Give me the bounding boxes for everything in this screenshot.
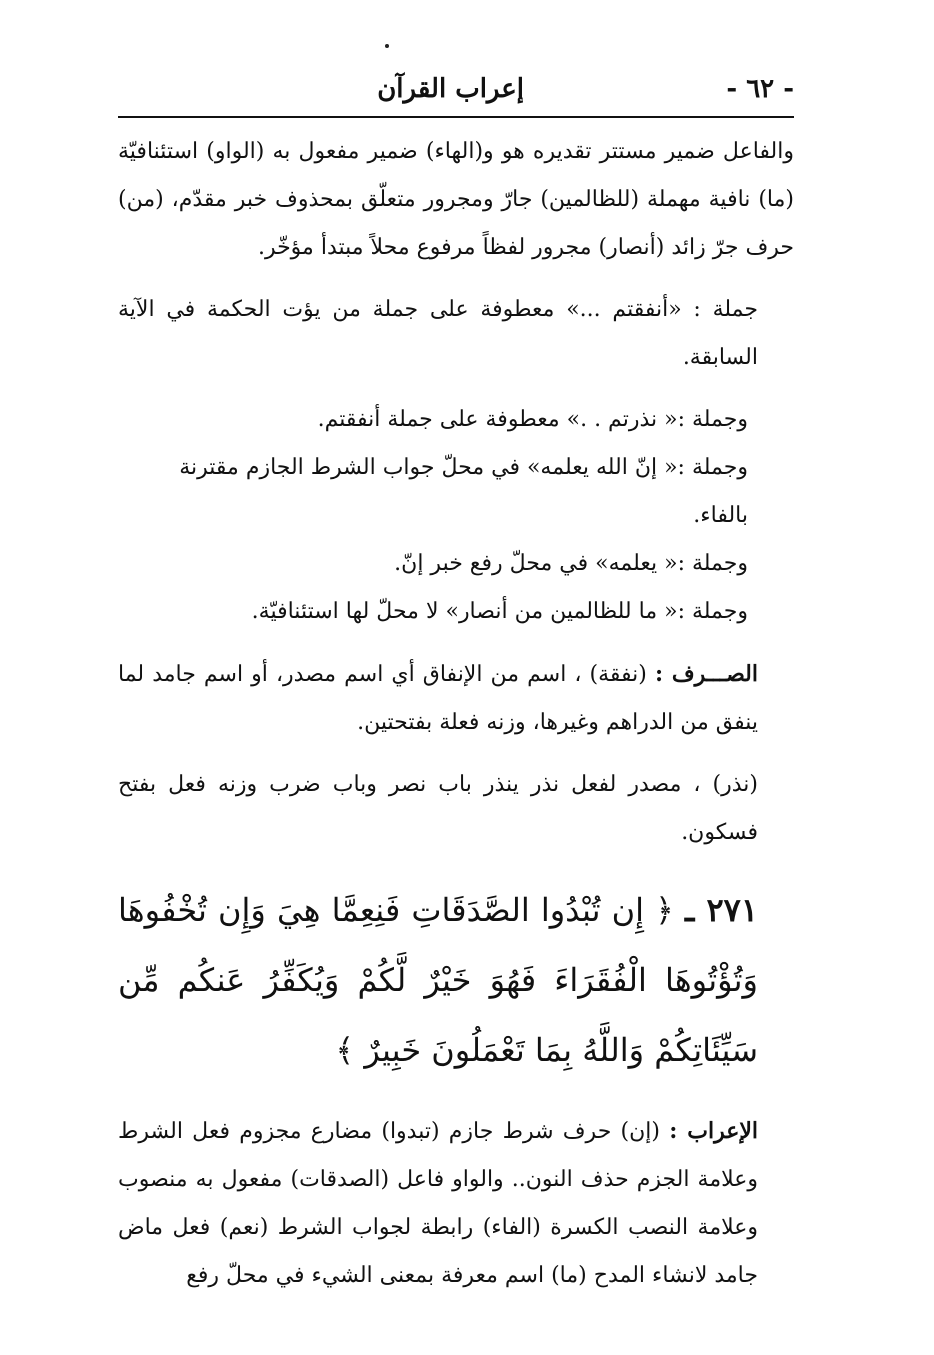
header-rule [118, 116, 794, 118]
verse-number: ٢٧١ ـ [685, 891, 759, 929]
running-title: إعراب القرآن [377, 74, 524, 104]
irab-label: الإعراب : [669, 1118, 758, 1144]
sentence-list [118, 396, 794, 636]
sentence-item: وجملة :« نذرتم . .» معطوفة على جملة أنفقتم. [317, 407, 748, 432]
verse-text: ﴿ إِن تُبْدُوا الصَّدَقَاتِ فَنِعِمَّا هِيَ وَإِن تُخْفُوهَا وَتُؤْتُوهَا الْفُقَرَاءَ فَهُوَ خَيْرٌ لَّكُمْ وَيُكَفِّرُ عَنكُم مِّن سَيِّئَاتِكُمْ وَاللَّهُ بِمَا تَعْمَلُونَ خَبِيرٌ ﴾ [118, 891, 758, 1069]
paragraph-nadhr: (نذر) ، مصدر لفعل نذر ينذر باب نصر وباب ضرب وزنه فعل بفتح فسكون. [118, 772, 758, 845]
paragraph-sarf [118, 650, 794, 747]
page-body [118, 128, 794, 1314]
sentence-item: وجملة :« يعلمه» في محلّ رفع خبر إنّ. [394, 551, 748, 576]
sentence-item: وجملة :« ما للظالمين من أنصار» لا محلّ لها استئنافيّة. [251, 599, 748, 624]
sarf-label: الصـــرف : [654, 661, 758, 687]
paragraph-irab [118, 1107, 794, 1300]
ink-dot [385, 44, 389, 48]
paragraph-grammar-1: والفاعل ضمير مستتر تقديره هو و(الهاء) ضمير مفعول به (الواو) استئنافيّة (ما) نافية مهملة (للظالمين) جارّ ومجرور متعلّق بمحذوف خبر مقدّم، (من) حرف جرّ زائد (أنصار) مجرور لفظاً مرفوع محلاً مبتدأ مؤخّر. [118, 139, 794, 260]
paragraph-sentence-anfaqtum: جملة : «أنفقتم ...» معطوفة على جملة من يؤت الحكمة في الآية السابقة. [118, 297, 758, 370]
page-number: - ٦٢ - [726, 74, 794, 104]
page-header [118, 66, 794, 114]
sentence-item: وجملة :« إنّ الله يعلمه» في محلّ جواب الشرط الجازم مقترنة بالفاء. [179, 455, 748, 528]
quran-verse [118, 875, 794, 1085]
sarf-text: (نفقة) ، اسم من الإنفاق أي اسم مصدر، أو اسم جامد لما ينفق من الدراهم وغيرها، وزنه فعلة بفتحتين. [118, 662, 758, 735]
irab-text: (إن) حرف شرط جازم (تبدوا) مضارع مجزوم فعل الشرط وعلامة الجزم حذف النون.. والواو فاعل (الصدقات) مفعول به منصوب وعلامة النصب الكسرة (الفاء) رابطة لجواب الشرط (نعم) فعل ماض جامد لانشاء المدح (ما) اسم معرفة بمعنى الشيء في محلّ رفع [118, 1119, 758, 1288]
